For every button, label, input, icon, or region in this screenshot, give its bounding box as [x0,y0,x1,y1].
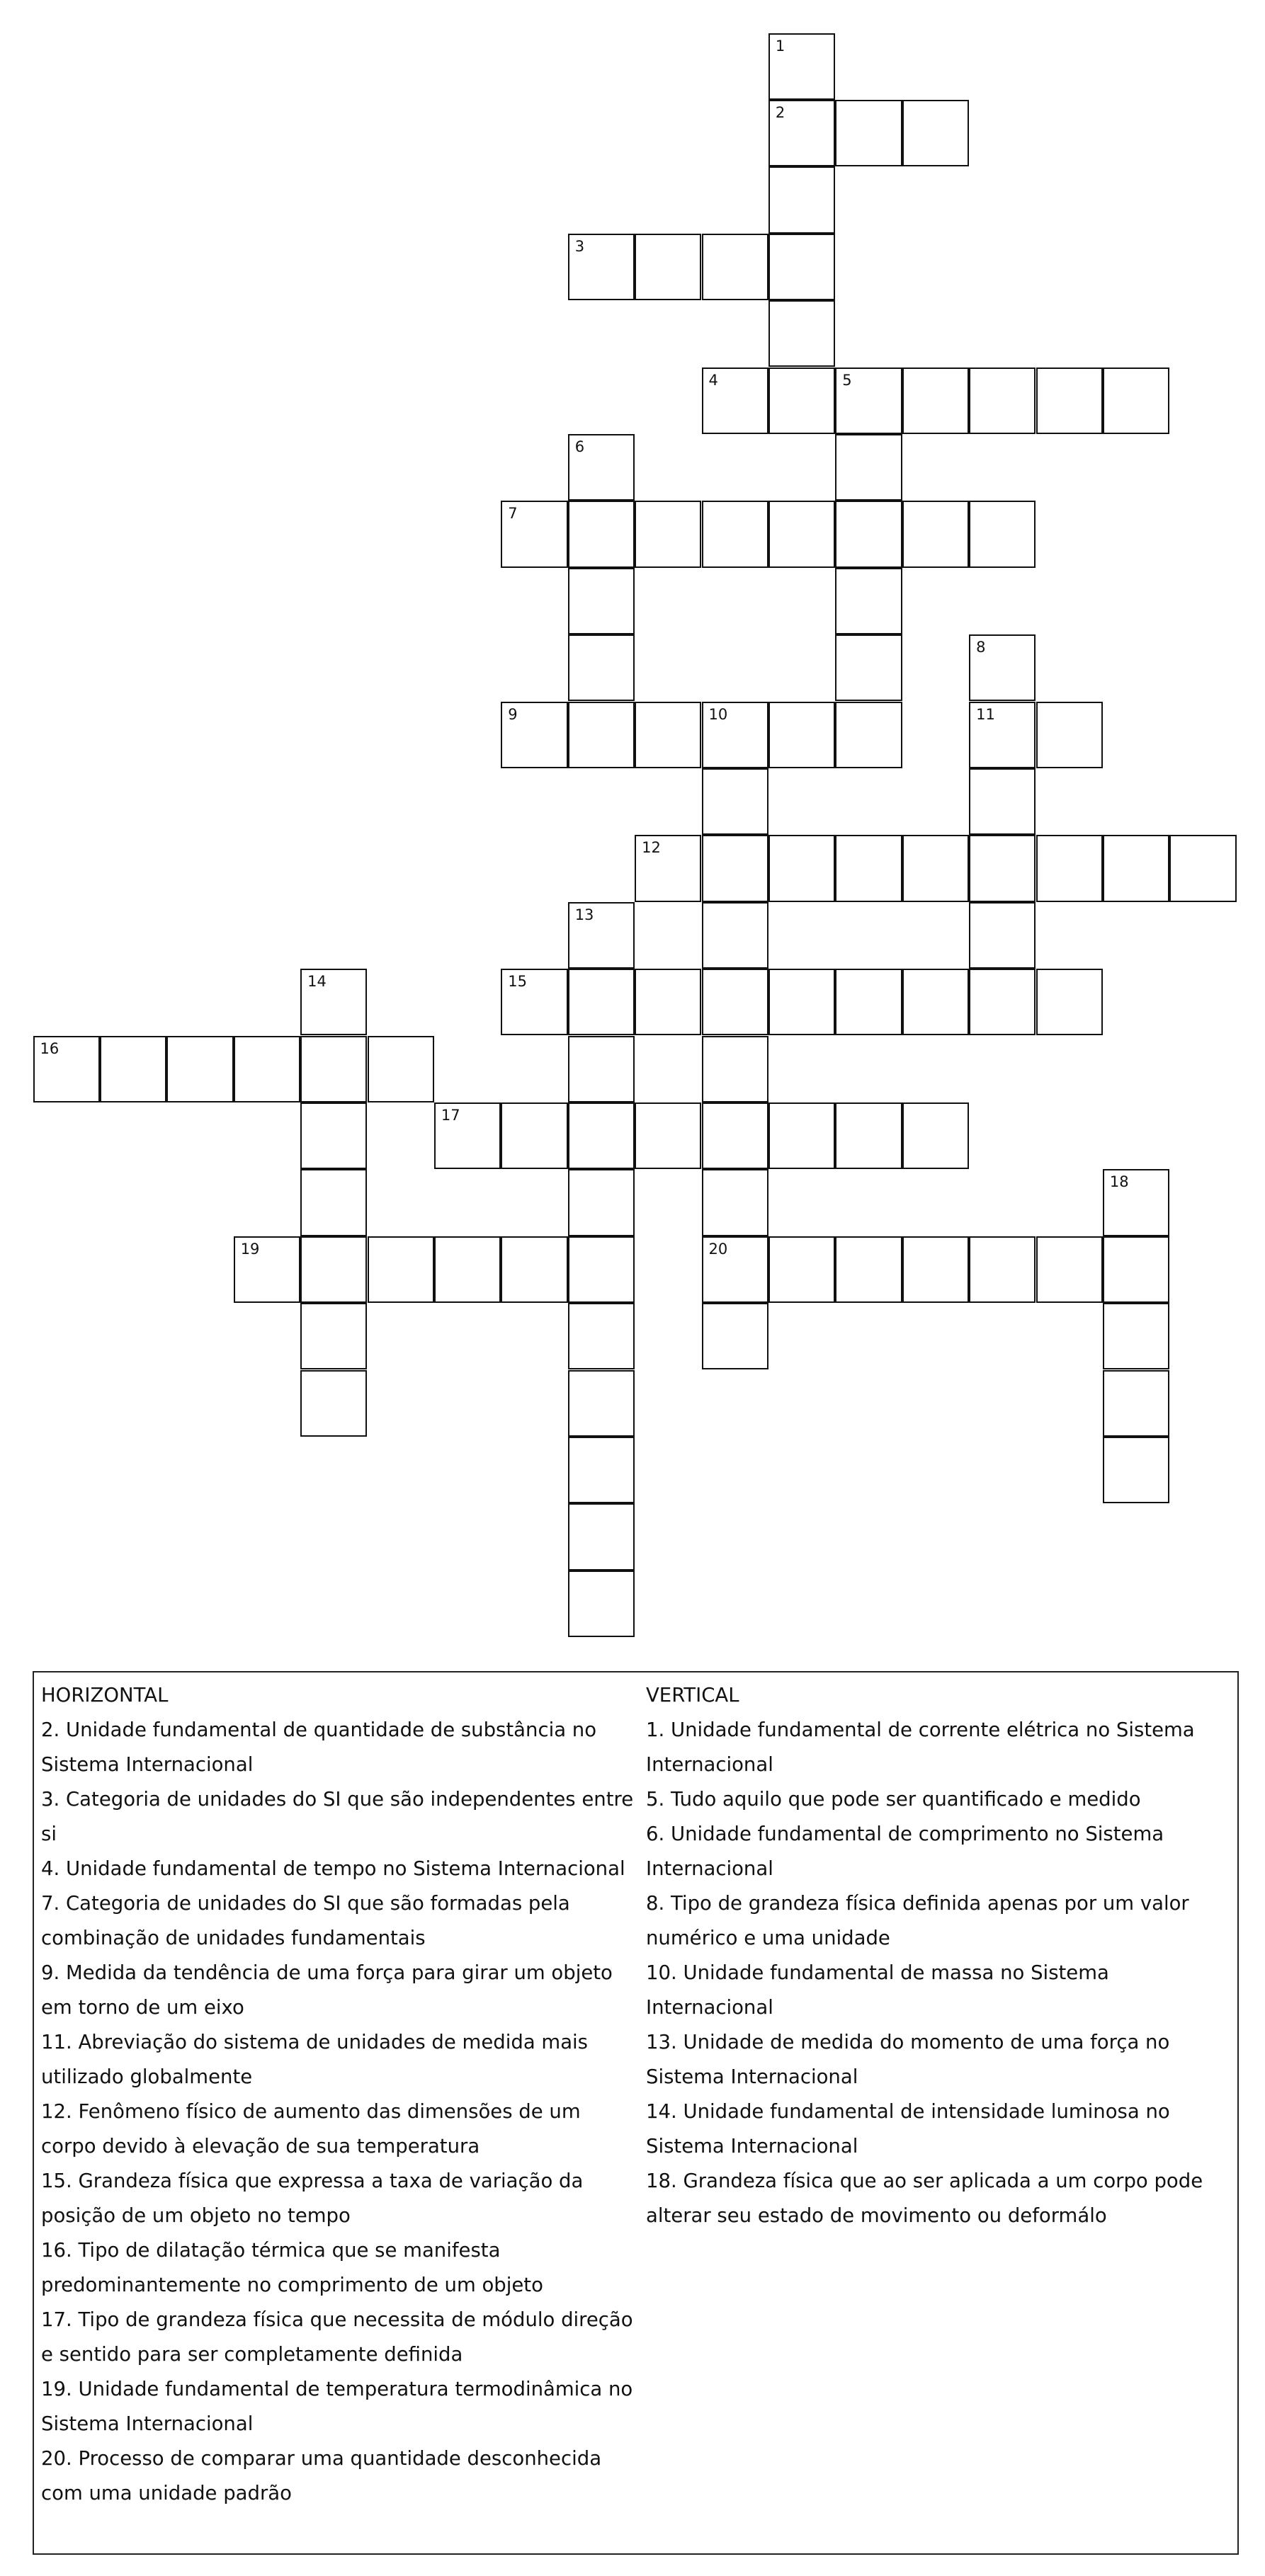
crossword-cell[interactable] [835,969,902,1035]
crossword-cell[interactable] [635,1102,701,1169]
vertical-clue: 10. Unidade fundamental de massa no Sistema Internacional [646,1961,1109,2019]
crossword-cell[interactable] [902,100,969,166]
vertical-clue: 18. Grandeza física que ao ser aplicada a um corpo pode alterar seu estado de movimento ou deformálo [646,2170,1203,2227]
crossword-cell[interactable] [1103,1370,1169,1437]
crossword-cell[interactable] [300,1036,367,1102]
crossword-cell[interactable] [768,100,835,166]
crossword-cell[interactable] [702,768,768,835]
horizontal-clue: 12. Fenômeno físico de aumento das dimensões de um corpo devido à elevação de sua temperatura [41,2100,581,2158]
crossword-cell[interactable] [100,1036,166,1102]
crossword-cell[interactable] [568,1303,635,1369]
horizontal-clue: 2. Unidade fundamental de quantidade de substância no Sistema Internacional [41,1719,597,1776]
horizontal-clue: 15. Grandeza física que expressa a taxa de variação da posição de um objeto no tempo [41,2170,584,2227]
clue-number: 20 [708,1240,728,1258]
crossword-cell[interactable] [835,568,902,634]
crossword-cell[interactable] [768,835,835,901]
crossword-cell[interactable] [1103,367,1169,434]
crossword-cell[interactable] [835,1236,902,1303]
horizontal-clues-column [41,1678,636,2511]
horizontal-clue: 11. Abreviação do sistema de unidades de medida mais utilizado globalmente [41,2031,589,2088]
crossword-cell[interactable] [835,1102,902,1169]
crossword-cell[interactable] [568,634,635,701]
vertical-clue: 5. Tudo aquilo que pode ser quantificado e medido [646,1788,1141,1811]
crossword-cell[interactable] [568,501,635,567]
crossword-cell[interactable] [702,1036,768,1102]
crossword-cell[interactable] [568,1102,635,1169]
clue-number: 11 [976,705,995,723]
horizontal-clue: 16. Tipo de dilatação térmica que se manifesta predominantemente no comprimento de um objeto [41,2239,543,2296]
crossword-cell[interactable] [768,166,835,233]
crossword-cell[interactable] [835,835,902,901]
crossword-cell[interactable] [702,902,768,969]
crossword-cell[interactable] [635,969,701,1035]
crossword-cell[interactable] [835,367,902,434]
crossword-cell[interactable] [568,1036,635,1102]
crossword-cell[interactable] [835,434,902,501]
crossword-cell[interactable] [835,100,902,166]
crossword-cell[interactable] [635,702,701,768]
crossword-cell[interactable] [434,1236,501,1303]
crossword-cell[interactable] [768,1102,835,1169]
crossword-cell[interactable] [568,1370,635,1437]
crossword-cell[interactable] [568,1503,635,1570]
crossword-cell[interactable] [768,300,835,367]
crossword-cell[interactable] [166,1036,233,1102]
crossword-cell[interactable] [902,367,969,434]
crossword-cell[interactable] [568,1571,635,1637]
crossword-cell[interactable] [1103,835,1169,901]
crossword-cell[interactable] [702,234,768,300]
crossword-cell[interactable] [835,702,902,768]
crossword-cell[interactable] [1036,969,1103,1035]
crossword-cell[interactable] [33,1036,100,1102]
crossword-cell[interactable] [902,835,969,901]
crossword-cell[interactable] [702,1102,768,1169]
clue-number: 6 [574,438,585,455]
crossword-cell[interactable] [702,1169,768,1236]
crossword-cell[interactable] [501,969,567,1035]
crossword-cell[interactable] [1036,367,1103,434]
horizontal-clue: 17. Tipo de grandeza física que necessita de módulo direção e sentido para ser completamente definida [41,2308,633,2366]
clue-number: 16 [40,1039,59,1057]
crossword-cell[interactable] [568,434,635,501]
crossword-cell[interactable] [1103,1437,1169,1503]
crossword-cell[interactable] [768,501,835,567]
crossword-cell[interactable] [300,1370,367,1437]
crossword-cell[interactable] [635,234,701,300]
crossword-cell[interactable] [702,1236,768,1303]
crossword-cell[interactable] [635,835,701,901]
vertical-clue: 8. Tipo de grandeza física definida apenas por um valor numérico e uma unidade [646,1892,1189,1949]
crossword-cell[interactable] [1036,1236,1103,1303]
crossword-cell[interactable] [969,768,1036,835]
crossword-cell[interactable] [835,634,902,701]
crossword-cell[interactable] [234,1236,300,1303]
clue-number: 17 [441,1106,460,1124]
crossword-cell[interactable] [368,1236,434,1303]
crossword-cell[interactable] [969,702,1036,768]
clue-number: 4 [708,371,718,389]
crossword-cell[interactable] [969,1236,1036,1303]
crossword-cell[interactable] [568,702,635,768]
clue-number: 19 [240,1240,260,1258]
crossword-cell[interactable] [300,1169,367,1236]
horizontal-clue: 3. Categoria de unidades do SI que são independentes entre si [41,1788,634,1845]
crossword-cell[interactable] [969,367,1036,434]
clue-number: 9 [508,705,518,723]
clue-number: 13 [574,906,594,923]
vertical-clue: 14. Unidade fundamental de intensidade luminosa no Sistema Internacional [646,2100,1170,2158]
crossword-cell[interactable] [1036,835,1103,901]
crossword-cell[interactable] [300,1303,367,1369]
clue-number: 12 [642,839,661,857]
clue-number: 8 [976,639,986,656]
horizontal-clue: 4. Unidade fundamental de tempo no Sistema Internacional [41,1857,625,1880]
crossword-cell[interactable] [969,969,1036,1035]
crossword-cell[interactable] [902,969,969,1035]
crossword-cell[interactable] [702,835,768,901]
crossword-cell[interactable] [969,835,1036,901]
crossword-cell[interactable] [768,367,835,434]
crossword-cell[interactable] [568,969,635,1035]
horizontal-clue: 7. Categoria de unidades do SI que são formadas pela combinação de unidades fundamentais [41,1892,570,1949]
crossword-cell[interactable] [835,501,902,567]
crossword-cell[interactable] [702,1303,768,1369]
crossword-cell[interactable] [501,1102,567,1169]
vertical-clue: 13. Unidade de medida do momento de uma força no Sistema Internacional [646,2031,1170,2088]
crossword-cell[interactable] [768,1236,835,1303]
crossword-cell[interactable] [1103,1236,1169,1303]
crossword-cell[interactable] [1036,702,1103,768]
crossword-cell[interactable] [902,1102,969,1169]
crossword-cell[interactable] [768,234,835,300]
crossword-cell[interactable] [969,902,1036,969]
clues-box [33,1671,1239,2555]
clue-number: 15 [508,973,528,991]
crossword-cell[interactable] [300,1102,367,1169]
crossword-cell[interactable] [969,501,1036,567]
vertical-clues-title: VERTICAL [646,1684,739,1706]
crossword-cell[interactable] [768,702,835,768]
clue-number: 10 [708,705,728,723]
crossword-cell[interactable] [501,1236,567,1303]
crossword-cell[interactable] [568,1236,635,1303]
horizontal-clue: 9. Medida da tendência de uma força para girar um objeto em torno de um eixo [41,1961,613,2019]
crossword-cell[interactable] [501,501,567,567]
clue-number: 3 [574,237,585,255]
vertical-clues-column [646,1678,1234,2233]
horizontal-clue: 19. Unidade fundamental de temperatura termodinâmica no Sistema Internacional [41,2378,633,2435]
clue-number: 5 [842,371,852,389]
crossword-cell[interactable] [568,234,635,300]
crossword-cell[interactable] [969,634,1036,701]
crossword-cell[interactable] [501,702,567,768]
crossword-cell[interactable] [702,969,768,1035]
crossword-cell[interactable] [368,1036,434,1102]
crossword-cell[interactable] [768,33,835,100]
crossword-cell[interactable] [702,702,768,768]
clue-number: 2 [775,103,785,121]
clue-number: 1 [775,37,785,55]
crossword-cell[interactable] [1103,1169,1169,1236]
crossword-cell[interactable] [568,902,635,969]
clue-number: 7 [508,505,518,523]
horizontal-clue: 20. Processo de comparar uma quantidade desconhecida com uma unidade padrão [41,2447,602,2504]
horizontal-clues-title: HORIZONTAL [41,1684,169,1706]
crossword-cell[interactable] [768,969,835,1035]
crossword-cell[interactable] [568,1169,635,1236]
clue-number: 14 [307,973,327,991]
crossword-cell[interactable] [635,501,701,567]
crossword-cell[interactable] [702,501,768,567]
clue-number: 18 [1109,1173,1129,1191]
crossword-cell[interactable] [902,501,969,567]
vertical-clue: 1. Unidade fundamental de corrente elétrica no Sistema Internacional [646,1719,1195,1776]
crossword-cell[interactable] [1103,1303,1169,1369]
crossword-cell[interactable] [568,568,635,634]
crossword-cell[interactable] [1169,835,1236,901]
crossword-cell[interactable] [434,1102,501,1169]
crossword-cell[interactable] [300,1236,367,1303]
crossword-cell[interactable] [568,1437,635,1503]
crossword-cell[interactable] [702,367,768,434]
vertical-clue: 6. Unidade fundamental de comprimento no Sistema Internacional [646,1823,1164,1880]
crossword-cell[interactable] [902,1236,969,1303]
crossword-cell[interactable] [300,969,367,1035]
crossword-cell[interactable] [234,1036,300,1102]
